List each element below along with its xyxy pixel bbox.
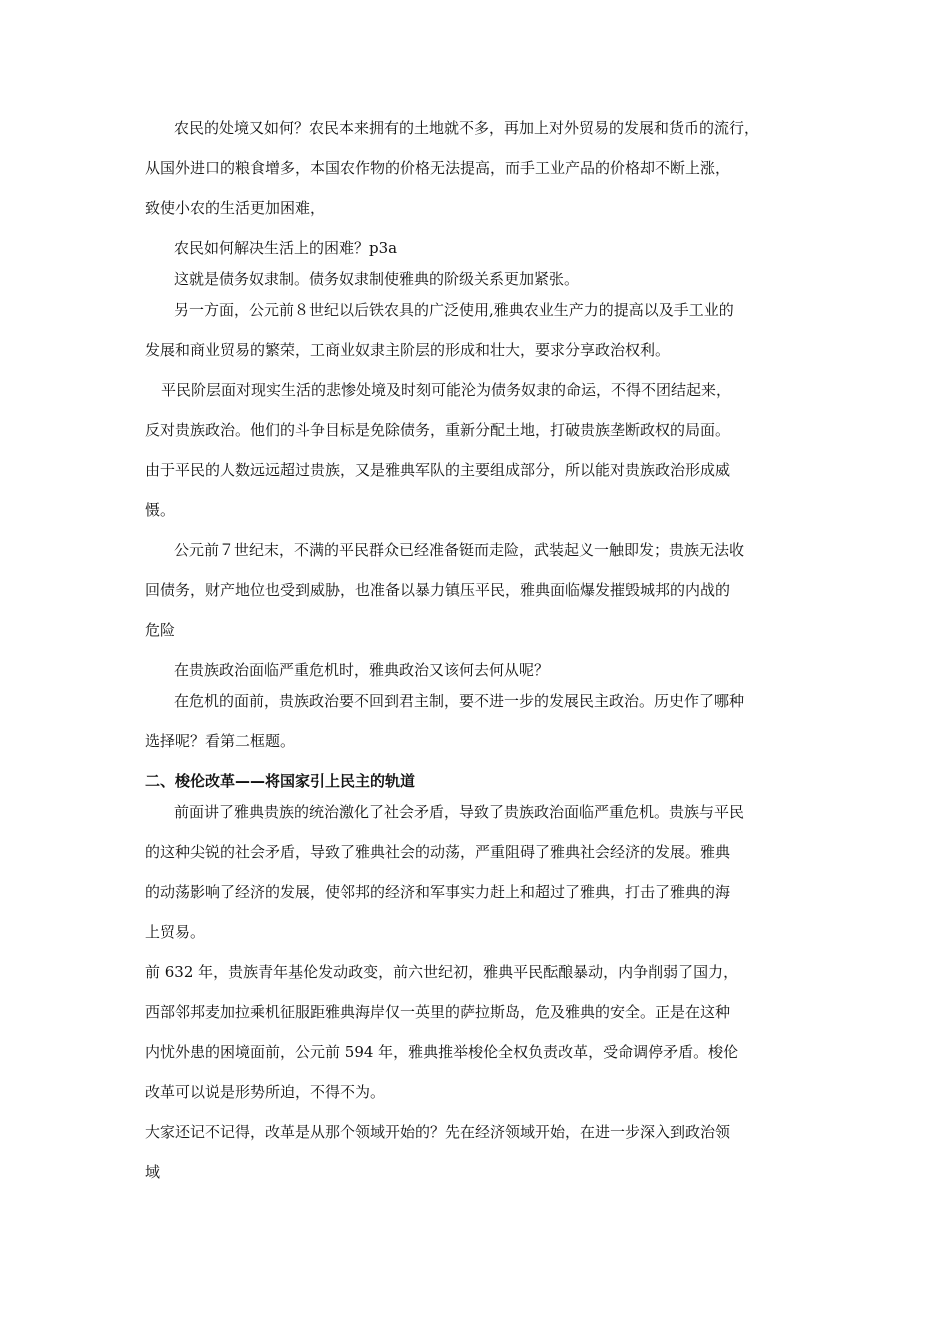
text-line: 慑。 <box>145 501 176 519</box>
paragraph <box>145 1122 826 1182</box>
paragraph <box>145 540 826 640</box>
text-line: 农民的处境又如何？农民本来拥有的土地就不多，再加上对外贸易的发展和货币的流行， <box>174 119 760 137</box>
paragraph <box>145 802 826 942</box>
text-line: 农民如何解决生活上的困难？p3a <box>174 239 398 257</box>
text-line: 的这种尖锐的社会矛盾，导致了雅典社会的动荡，严重阻碍了雅典社会经济的发展。雅典 <box>145 843 731 861</box>
text-line: 上贸易。 <box>145 923 206 941</box>
section-heading <box>145 771 826 791</box>
paragraph <box>145 269 826 289</box>
text-line: 的动荡影响了经济的发展，使邻邦的经济和军事实力赶上和超过了雅典，打击了雅典的海 <box>145 883 731 901</box>
paragraph <box>145 660 826 680</box>
text-line: 致使小农的生活更加困难， <box>145 199 326 217</box>
text-line: 平民阶层面对现实生活的悲惨处境及时刻可能沦为债务奴隶的命运，不得不团结起来， <box>161 381 732 399</box>
paragraph <box>145 238 826 258</box>
text-line: 危险 <box>145 621 176 639</box>
paragraph <box>145 962 826 1102</box>
paragraph <box>145 300 826 360</box>
paragraph <box>145 118 826 218</box>
text-line: 域 <box>145 1163 161 1181</box>
text-line: 反对贵族政治。他们的斗争目标是免除债务，重新分配土地，打破贵族垄断政权的局面。 <box>145 421 731 439</box>
text-line: 回债务，财产地位也受到威胁，也准备以暴力镇压平民，雅典面临爆发摧毁城邦的内战的 <box>145 581 731 599</box>
text-line: 选择呢？看第二框题。 <box>145 732 296 750</box>
text-line: 这就是债务奴隶制。债务奴隶制使雅典的阶级关系更加紧张。 <box>174 270 580 288</box>
text-line: 大家还记不记得，改革是从那个领域开始的？先在经济领域开始，在进一步深入到政治领 <box>145 1123 731 1141</box>
text-line: 发展和商业贸易的繁荣，工商业奴隶主阶层的形成和壮大，要求分享政治权利。 <box>145 341 671 359</box>
text-line: 由于平民的人数远远超过贵族，又是雅典军队的主要组成部分，所以能对贵族政治形成威 <box>145 461 731 479</box>
text-line: 内忧外患的困境面前，公元前 594 年，雅典推举梭伦全权负责改革，受命调停矛盾。梭伦 <box>145 1043 739 1061</box>
text-line: 公元前７世纪末，不满的平民群众已经准备铤而走险，武装起义一触即发；贵族无法收 <box>174 541 745 559</box>
text-line: 前 632 年，贵族青年基伦发动政变，前六世纪初，雅典平民酝酿暴动，内争削弱了国力， <box>145 963 739 981</box>
text-line: 前面讲了雅典贵族的统治激化了社会矛盾，导致了贵族政治面临严重危机。贵族与平民 <box>174 803 745 821</box>
text-line: 另一方面，公元前８世纪以后铁农具的广泛使用,雅典农业生产力的提高以及手工业的 <box>174 301 734 319</box>
text-line: 在危机的面前，贵族政治要不回到君主制，要不进一步的发展民主政治。历史作了哪种 <box>174 692 745 710</box>
text-line: 在贵族政治面临严重危机时，雅典政治又该何去何从呢？ <box>174 661 550 679</box>
paragraph <box>145 380 826 520</box>
text-line: 改革可以说是形势所迫，不得不为。 <box>145 1083 386 1101</box>
text-line: 二、梭伦改革——将国家引上民主的轨道 <box>145 772 416 790</box>
paragraph <box>145 691 826 751</box>
text-line: 西部邻邦麦加拉乘机征服距雅典海岸仅一英里的萨拉斯岛，危及雅典的安全。正是在这种 <box>145 1003 731 1021</box>
text-line: 从国外进口的粮食增多，本国农作物的价格无法提高，而手工业产品的价格却不断上涨， <box>145 159 731 177</box>
